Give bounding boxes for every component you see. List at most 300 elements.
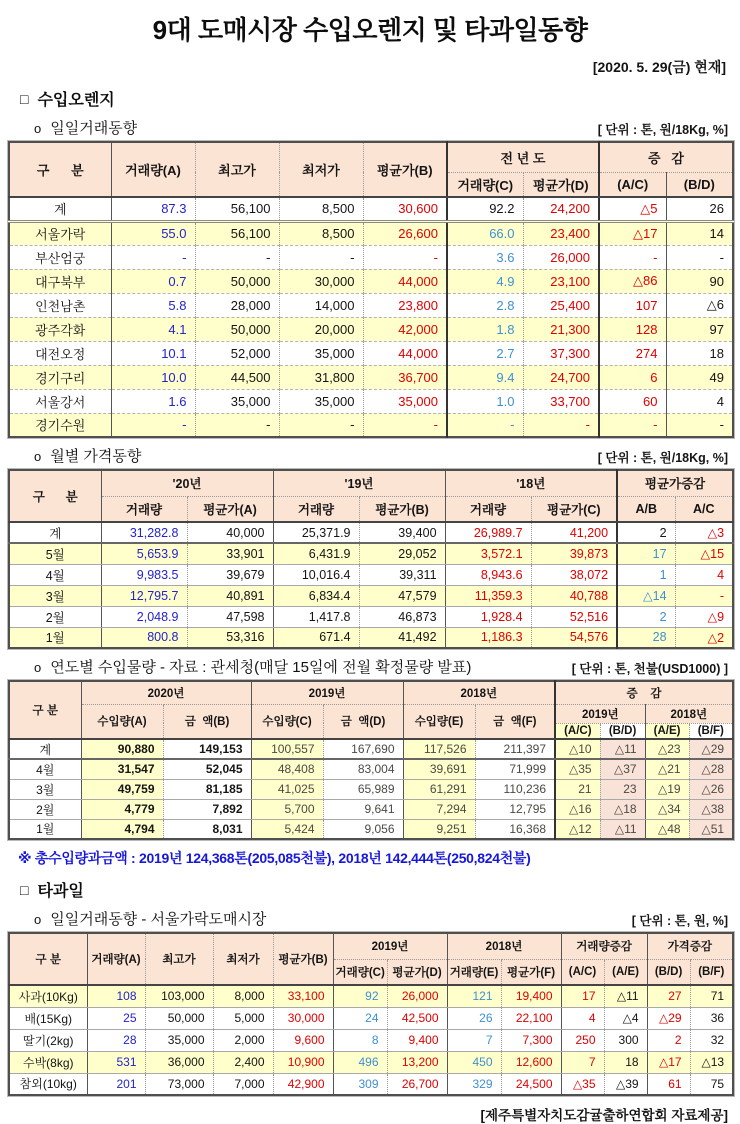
fruit-caption-text: 일일거래동향 - 서울가락도매시장 bbox=[50, 911, 267, 928]
table-cell: 2.7 bbox=[447, 341, 523, 365]
table-cell: 26 bbox=[447, 1007, 501, 1029]
table-cell: 9,600 bbox=[273, 1029, 333, 1051]
table-cell: △26 bbox=[689, 779, 733, 799]
table-cell: 35,000 bbox=[363, 389, 447, 413]
table-row bbox=[9, 245, 733, 269]
table-cell: - bbox=[447, 413, 523, 437]
table-cell: △51 bbox=[689, 819, 733, 839]
table-cell: 42,500 bbox=[387, 1007, 447, 1029]
table-cell: - bbox=[279, 245, 363, 269]
table-cell: △11 bbox=[600, 739, 645, 759]
table-cell: △11 bbox=[600, 819, 645, 839]
table-cell: 25,371.9 bbox=[273, 522, 359, 543]
table-cell: △10 bbox=[555, 739, 600, 759]
col-header-bd: (B/D) bbox=[600, 723, 645, 739]
table-cell: 800.8 bbox=[101, 627, 187, 648]
table-cell: 65,989 bbox=[323, 779, 403, 799]
table-cell: 36 bbox=[690, 1007, 733, 1029]
table-row bbox=[9, 197, 733, 221]
table-cell: 8 bbox=[333, 1029, 387, 1051]
table-cell: 1.8 bbox=[447, 317, 523, 341]
table-cell: 117,526 bbox=[403, 739, 475, 759]
table-row bbox=[9, 627, 733, 648]
table-cell: 21,300 bbox=[523, 317, 599, 341]
table-row bbox=[9, 799, 733, 819]
table-cell: 24,500 bbox=[501, 1073, 561, 1095]
col-header-vol: 거래량 bbox=[273, 496, 359, 522]
table-cell: 61,291 bbox=[403, 779, 475, 799]
monthly-table-header bbox=[9, 470, 733, 522]
table-row bbox=[9, 739, 733, 759]
table-cell: 5,653.9 bbox=[101, 543, 187, 564]
table-cell: 1,186.3 bbox=[445, 627, 531, 648]
table-row bbox=[9, 779, 733, 799]
table-cell: 47,598 bbox=[187, 606, 273, 627]
col-header-vol-e: 거래량(E) bbox=[447, 959, 501, 985]
col-header-avg-c: 평균가(C) bbox=[531, 496, 617, 522]
square-bullet-icon: □ bbox=[20, 91, 29, 107]
table-cell: △23 bbox=[645, 739, 689, 759]
table-cell: 90,880 bbox=[81, 739, 163, 759]
table-row bbox=[9, 269, 733, 293]
circle-bullet-icon: o bbox=[34, 660, 42, 675]
col-header-gubun: 구 분 bbox=[9, 681, 81, 739]
table-cell: 2,048.9 bbox=[101, 606, 187, 627]
col-header-ac: (A/C) bbox=[555, 723, 600, 739]
yearly-table-body bbox=[9, 739, 733, 839]
daily-caption-text: 일일거래동향 bbox=[50, 120, 138, 137]
table-cell: 1.6 bbox=[111, 389, 195, 413]
table-cell: 39,679 bbox=[187, 564, 273, 585]
col-header-vol: 거래량 bbox=[445, 496, 531, 522]
monthly-price-table bbox=[8, 469, 734, 649]
table-cell: 8,943.6 bbox=[445, 564, 531, 585]
fruit-daily-table bbox=[8, 932, 734, 1096]
table-cell: 24,200 bbox=[523, 197, 599, 221]
table-cell: 44,500 bbox=[195, 365, 279, 389]
col-header-y19: '19년 bbox=[273, 470, 445, 496]
table-cell: 149,153 bbox=[163, 739, 251, 759]
table-cell: - bbox=[195, 245, 279, 269]
table-cell: 22,100 bbox=[501, 1007, 561, 1029]
col-header-bf: (B/F) bbox=[690, 959, 733, 985]
yearly-unit-label: [ 단위 : 톤, 천불(USD1000) ] bbox=[571, 662, 728, 676]
col-header-ac: A/C bbox=[675, 496, 733, 522]
table-row bbox=[9, 413, 733, 437]
table-row bbox=[9, 389, 733, 413]
table-cell: 49 bbox=[666, 365, 733, 389]
monthly-caption-text: 월별 가격동향 bbox=[50, 448, 142, 465]
monthly-caption bbox=[10, 445, 141, 466]
col-header-avg-b: 평균가(B) bbox=[273, 933, 333, 985]
table-cell: 31,800 bbox=[279, 365, 363, 389]
table-cell: 1,417.8 bbox=[273, 606, 359, 627]
col-header-avg-f: 평균가(F) bbox=[501, 959, 561, 985]
table-cell: △13 bbox=[690, 1051, 733, 1073]
row-label: 3월 bbox=[9, 779, 81, 799]
table-cell: 18 bbox=[666, 341, 733, 365]
table-row bbox=[9, 317, 733, 341]
table-cell: 55.0 bbox=[111, 221, 195, 245]
table-row bbox=[9, 1007, 733, 1029]
yearly-caption-text: 연도별 수입물량 - 자료 : 관세청(매달 15일에 전월 확정물량 발표) bbox=[50, 659, 472, 676]
table-cell: △5 bbox=[599, 197, 666, 221]
table-cell: 23 bbox=[600, 779, 645, 799]
col-header-2018: 2018년 bbox=[447, 933, 561, 959]
monthly-table-body bbox=[9, 522, 733, 648]
table-cell: 10,016.4 bbox=[273, 564, 359, 585]
table-row bbox=[9, 543, 733, 564]
table-cell: 9.4 bbox=[447, 365, 523, 389]
table-cell: 71 bbox=[690, 985, 733, 1007]
table-cell: 39,873 bbox=[531, 543, 617, 564]
table-cell: 23,100 bbox=[523, 269, 599, 293]
table-cell: 14,000 bbox=[279, 293, 363, 317]
table-cell: 9,056 bbox=[323, 819, 403, 839]
table-cell: 33,901 bbox=[187, 543, 273, 564]
table-cell: 87.3 bbox=[111, 197, 195, 221]
table-cell: △9 bbox=[675, 606, 733, 627]
table-cell: 28,000 bbox=[195, 293, 279, 317]
table-cell: 42,900 bbox=[273, 1073, 333, 1095]
row-label: 2월 bbox=[9, 799, 81, 819]
table-cell: 7 bbox=[447, 1029, 501, 1051]
col-header-ab: A/B bbox=[617, 496, 675, 522]
row-label: 1월 bbox=[9, 627, 101, 648]
table-cell: △86 bbox=[599, 269, 666, 293]
table-cell: 21 bbox=[555, 779, 600, 799]
col-header-amt-d: 금 액(D) bbox=[323, 704, 403, 739]
section-orange-title: 수입오렌지 bbox=[37, 92, 115, 109]
table-cell: 25 bbox=[87, 1007, 145, 1029]
table-cell: 31,282.8 bbox=[101, 522, 187, 543]
table-cell: - bbox=[111, 413, 195, 437]
table-cell: 329 bbox=[447, 1073, 501, 1095]
daily-caption-row bbox=[10, 117, 730, 138]
table-cell: 49,759 bbox=[81, 779, 163, 799]
table-cell: 496 bbox=[333, 1051, 387, 1073]
table-cell: 35,000 bbox=[145, 1029, 213, 1051]
table-cell: 6,431.9 bbox=[273, 543, 359, 564]
col-header-gubun: 구 분 bbox=[9, 470, 101, 522]
col-header-ae: (A/E) bbox=[604, 959, 647, 985]
fruit-caption bbox=[10, 908, 266, 929]
table-row bbox=[9, 293, 733, 317]
table-cell: 27 bbox=[647, 985, 690, 1007]
col-header-imp-c: 수입량(C) bbox=[251, 704, 323, 739]
table-cell: 39,311 bbox=[359, 564, 445, 585]
table-cell: 4,794 bbox=[81, 819, 163, 839]
table-cell: 103,000 bbox=[145, 985, 213, 1007]
daily-table-body bbox=[9, 197, 733, 437]
col-header-y20: '20년 bbox=[101, 470, 273, 496]
table-cell: △29 bbox=[647, 1007, 690, 1029]
table-cell: △15 bbox=[675, 543, 733, 564]
table-cell: 56,100 bbox=[195, 221, 279, 245]
row-label: 4월 bbox=[9, 759, 81, 779]
table-cell: 7,892 bbox=[163, 799, 251, 819]
col-header-imp-a: 수입량(A) bbox=[81, 704, 163, 739]
row-label: 서울강서 bbox=[9, 389, 111, 413]
table-cell: 107 bbox=[599, 293, 666, 317]
table-row bbox=[9, 221, 733, 245]
table-cell: 33,100 bbox=[273, 985, 333, 1007]
col-header-avg-change: 평균가증감 bbox=[617, 470, 733, 496]
monthly-unit-label: [ 단위 : 톤, 원/18Kg, %] bbox=[597, 451, 728, 465]
table-cell: 24,700 bbox=[523, 365, 599, 389]
table-cell: - bbox=[111, 245, 195, 269]
col-header-bf: (B/F) bbox=[689, 723, 733, 739]
table-cell: △14 bbox=[617, 585, 675, 606]
col-header-vol-a: 거래량(A) bbox=[87, 933, 145, 985]
row-label: 경기구리 bbox=[9, 365, 111, 389]
table-cell: - bbox=[719, 417, 725, 433]
col-header-vol-c: 거래량(C) bbox=[447, 172, 523, 197]
table-cell: 1.0 bbox=[447, 389, 523, 413]
table-cell: 54,576 bbox=[531, 627, 617, 648]
table-cell: 5.8 bbox=[111, 293, 195, 317]
table-cell: 50,000 bbox=[195, 317, 279, 341]
col-header-ac: (A/C) bbox=[561, 959, 604, 985]
table-cell: 17 bbox=[561, 985, 604, 1007]
col-header-change: 증 감 bbox=[555, 681, 733, 704]
col-header-avg-d: 평균가(D) bbox=[523, 172, 599, 197]
table-cell: 14 bbox=[666, 221, 733, 245]
table-cell: 1 bbox=[617, 564, 675, 585]
table-cell: 35,000 bbox=[279, 341, 363, 365]
table-cell: 17 bbox=[617, 543, 675, 564]
table-cell: 4 bbox=[675, 564, 733, 585]
yearly-caption-row bbox=[10, 656, 730, 677]
table-cell: 4.1 bbox=[111, 317, 195, 341]
table-cell: 7 bbox=[561, 1051, 604, 1073]
table-cell: 309 bbox=[333, 1073, 387, 1095]
table-cell: 8,500 bbox=[279, 197, 363, 221]
table-cell: 26 bbox=[666, 197, 733, 221]
table-cell: △34 bbox=[645, 799, 689, 819]
table-cell: △6 bbox=[666, 293, 733, 317]
table-cell: 56,100 bbox=[195, 197, 279, 221]
table-cell: 5,700 bbox=[251, 799, 323, 819]
table-cell: 30,000 bbox=[279, 269, 363, 293]
col-header-avg-b: 평균가(B) bbox=[363, 142, 447, 197]
table-cell: 2 bbox=[617, 606, 675, 627]
table-cell: 4,779 bbox=[81, 799, 163, 819]
col-header-avg-b: 평균가(B) bbox=[359, 496, 445, 522]
col-header-change: 증 감 bbox=[599, 142, 733, 172]
table-row bbox=[9, 564, 733, 585]
table-cell: 23,800 bbox=[363, 293, 447, 317]
table-cell: 52,045 bbox=[163, 759, 251, 779]
table-cell: 66.0 bbox=[447, 221, 523, 245]
table-cell: △39 bbox=[604, 1073, 647, 1095]
table-cell: △35 bbox=[561, 1073, 604, 1095]
table-cell: 211,397 bbox=[475, 739, 555, 759]
table-cell: 8,031 bbox=[163, 819, 251, 839]
col-header-price-change: 가격증감 bbox=[647, 933, 733, 959]
table-cell: 61 bbox=[647, 1073, 690, 1095]
table-cell: 30,000 bbox=[273, 1007, 333, 1029]
table-cell: 36,000 bbox=[145, 1051, 213, 1073]
col-header-avg-a: 평균가(A) bbox=[187, 496, 273, 522]
monthly-caption-row bbox=[10, 445, 730, 466]
table-cell: 52,000 bbox=[195, 341, 279, 365]
table-cell: 2 bbox=[647, 1029, 690, 1051]
row-label: 2월 bbox=[9, 606, 101, 627]
table-cell: 4 bbox=[666, 389, 733, 413]
table-cell: 19,400 bbox=[501, 985, 561, 1007]
table-cell: 83,004 bbox=[323, 759, 403, 779]
table-cell: 23,400 bbox=[523, 221, 599, 245]
row-label: 4월 bbox=[9, 564, 101, 585]
table-cell: 7,300 bbox=[501, 1029, 561, 1051]
col-header-vol-a: 거래량(A) bbox=[111, 142, 195, 197]
table-cell: 1,928.4 bbox=[445, 606, 531, 627]
fruit-table-body bbox=[9, 985, 733, 1095]
row-label: 딸기(2kg) bbox=[9, 1029, 87, 1051]
col-header-high: 최고가 bbox=[145, 933, 213, 985]
col-header-gubun: 구 분 bbox=[9, 933, 87, 985]
yearly-import-table bbox=[8, 680, 734, 840]
table-cell: 52,516 bbox=[531, 606, 617, 627]
col-header-y18: '18년 bbox=[445, 470, 617, 496]
table-cell: 60 bbox=[599, 389, 666, 413]
table-cell: 44,000 bbox=[363, 269, 447, 293]
table-cell: 32 bbox=[690, 1029, 733, 1051]
table-cell: 12,600 bbox=[501, 1051, 561, 1073]
table-cell: △17 bbox=[647, 1051, 690, 1073]
fruit-table-header bbox=[9, 933, 733, 985]
table-cell: 31,547 bbox=[81, 759, 163, 779]
table-cell: 671.4 bbox=[273, 627, 359, 648]
table-cell: 9,983.5 bbox=[101, 564, 187, 585]
table-cell: △21 bbox=[645, 759, 689, 779]
table-cell: 10,900 bbox=[273, 1051, 333, 1073]
table-cell: - bbox=[363, 245, 447, 269]
table-cell: 71,999 bbox=[475, 759, 555, 779]
col-header-low: 최저가 bbox=[213, 933, 273, 985]
table-cell: 40,000 bbox=[187, 522, 273, 543]
page-title: 9대 도매시장 수입오렌지 및 타과일동향 bbox=[152, 15, 588, 45]
table-cell: 274 bbox=[599, 341, 666, 365]
table-cell: 50,000 bbox=[145, 1007, 213, 1029]
table-cell: 3,572.1 bbox=[445, 543, 531, 564]
col-header-avg-d: 평균가(D) bbox=[387, 959, 447, 985]
table-cell: 41,200 bbox=[531, 522, 617, 543]
table-cell: 75 bbox=[710, 1076, 725, 1091]
col-header-change-2019: 2019년 bbox=[555, 704, 645, 723]
col-header-imp-e: 수입량(E) bbox=[403, 704, 475, 739]
row-label: 인천남촌 bbox=[9, 293, 111, 317]
table-cell: 7,294 bbox=[403, 799, 475, 819]
table-cell: △12 bbox=[555, 819, 600, 839]
fruit-caption-row bbox=[10, 908, 730, 929]
daily-unit-label: [ 단위 : 톤, 원/18Kg, %] bbox=[597, 123, 728, 137]
table-cell: 38,072 bbox=[531, 564, 617, 585]
table-cell: 2 bbox=[617, 522, 675, 543]
table-row bbox=[9, 1029, 733, 1051]
row-label: 대전오정 bbox=[9, 341, 111, 365]
table-cell: 9,251 bbox=[403, 819, 475, 839]
table-cell: △17 bbox=[599, 221, 666, 245]
table-row bbox=[9, 606, 733, 627]
table-cell: 35,000 bbox=[195, 389, 279, 413]
table-cell: 531 bbox=[87, 1051, 145, 1073]
circle-bullet-icon: o bbox=[34, 121, 42, 136]
section-heading-fruit bbox=[20, 878, 732, 901]
total-import-note: ※ 총수입량과금액 : 2019년 124,368톤(205,085천불), 2018년 142,444톤(250,824천불) bbox=[18, 850, 531, 866]
table-cell: 8,500 bbox=[279, 221, 363, 245]
table-cell: 121 bbox=[447, 985, 501, 1007]
col-header-ac: (A/C) bbox=[599, 172, 666, 197]
table-cell: 7,000 bbox=[213, 1073, 273, 1095]
col-header-amt-f: 금 액(F) bbox=[475, 704, 555, 739]
table-cell: 9,400 bbox=[387, 1029, 447, 1051]
table-cell: - bbox=[599, 413, 666, 437]
daily-caption bbox=[10, 117, 137, 138]
table-cell: 30,600 bbox=[363, 197, 447, 221]
col-header-prev-year: 전 년 도 bbox=[447, 142, 599, 172]
table-cell: 40,891 bbox=[187, 585, 273, 606]
table-cell: 11,359.3 bbox=[445, 585, 531, 606]
table-cell: 10.0 bbox=[111, 365, 195, 389]
table-cell: △35 bbox=[555, 759, 600, 779]
table-cell: 4 bbox=[561, 1007, 604, 1029]
table-cell: 10.1 bbox=[111, 341, 195, 365]
row-label: 배(15Kg) bbox=[9, 1007, 87, 1029]
table-cell: 26,600 bbox=[363, 221, 447, 245]
table-cell: 50,000 bbox=[195, 269, 279, 293]
daily-table-header bbox=[9, 142, 733, 197]
col-header-vol-change: 거래량증감 bbox=[561, 933, 647, 959]
table-cell: 26,000 bbox=[387, 985, 447, 1007]
table-cell: 18 bbox=[604, 1051, 647, 1073]
table-cell: 110,236 bbox=[475, 779, 555, 799]
row-label: 계 bbox=[9, 522, 101, 543]
col-header-2020: 2020년 bbox=[81, 681, 251, 704]
col-header-2019: 2019년 bbox=[251, 681, 403, 704]
table-cell: △18 bbox=[600, 799, 645, 819]
table-cell: 26,989.7 bbox=[445, 522, 531, 543]
table-cell: - bbox=[279, 413, 363, 437]
table-cell: 25,400 bbox=[523, 293, 599, 317]
table-cell: △38 bbox=[689, 799, 733, 819]
yearly-table-header bbox=[9, 681, 733, 739]
col-header-bd: (B/D) bbox=[647, 959, 690, 985]
table-cell: 24 bbox=[333, 1007, 387, 1029]
col-header-high: 최고가 bbox=[195, 142, 279, 197]
table-cell: 100,557 bbox=[251, 739, 323, 759]
table-cell: 28 bbox=[87, 1029, 145, 1051]
table-cell: 37,300 bbox=[523, 341, 599, 365]
square-bullet-icon: □ bbox=[20, 882, 29, 898]
fruit-unit-label: [ 단위 : 톤, 원, %] bbox=[631, 914, 728, 928]
table-cell: △28 bbox=[689, 759, 733, 779]
table-cell: 29,052 bbox=[359, 543, 445, 564]
table-cell: 36,700 bbox=[363, 365, 447, 389]
table-cell: - bbox=[599, 245, 666, 269]
table-cell: 13,200 bbox=[387, 1051, 447, 1073]
table-cell: 47,579 bbox=[359, 585, 445, 606]
row-label: 3월 bbox=[9, 585, 101, 606]
table-cell: 41,492 bbox=[359, 627, 445, 648]
circle-bullet-icon: o bbox=[34, 912, 42, 927]
table-cell: △48 bbox=[645, 819, 689, 839]
col-header-2019: 2019년 bbox=[333, 933, 447, 959]
table-cell: 26,000 bbox=[523, 245, 599, 269]
circle-bullet-icon: o bbox=[34, 449, 42, 464]
table-cell: 128 bbox=[599, 317, 666, 341]
